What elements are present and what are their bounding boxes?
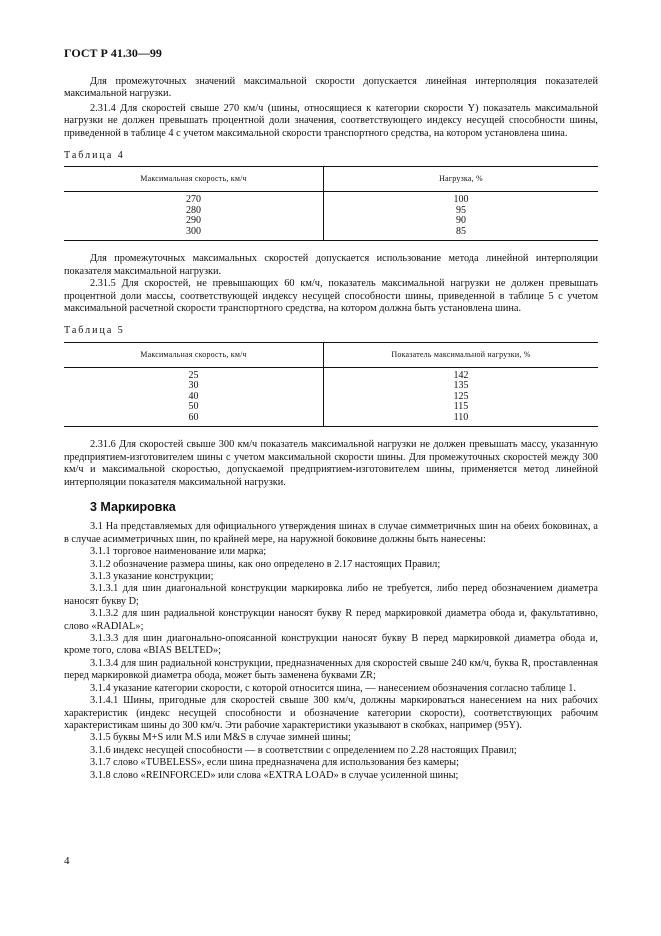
clause-3-1-3-2: 3.1.3.2 для шин радиальной конструкции наносят букву R перед маркировкой диаметра обода и, факультативно, слово «RADIAL»; [64, 608, 598, 632]
clause-3-1-7: 3.1.7 слово «TUBELESS», если шина предназначена для использования без камеры; [90, 757, 459, 769]
table-header-row [64, 342, 598, 367]
paragraph: Для промежуточных максимальных скоростей допускается использование метода линейной интерполяции показателя максимальной нагрузки. [64, 253, 598, 277]
clause-3-1-4: 3.1.4 указание категории скорости, с которой относится шина, — нанесением обозначения согласно таблице 1. [90, 682, 577, 694]
clause-3-1-6: 3.1.6 индекс несущей способности — в соответствии с определением по 2.28 настоящих Правил; [90, 744, 517, 756]
clause-3-1-3-3: 3.1.3.3 для шин диагонально-опоясанной конструкции наносят букву B перед маркировкой диаметра обода и, кроме того, слова «BIAS BELTED»; [64, 633, 598, 657]
table-cell: 100 [453, 194, 469, 206]
table-cell: 30 [64, 381, 324, 392]
table-4 [64, 166, 598, 241]
table-cell: 40 [64, 392, 324, 403]
clause-3-1: 3.1 На представляемых для официального утверждения шинах в случае симметричных шин на обеих боковинах, а в случае асимметричных шин, по крайней мере, на наружной боковине должны быть нанесены: [64, 521, 598, 545]
table-cell: 90 [456, 215, 466, 227]
table-row [64, 367, 598, 381]
clause-3-1-2: 3.1.2 обозначение размера шины, как оно определено в 2.17 настоящих Правил; [90, 558, 441, 570]
table-5 [64, 342, 598, 428]
clause-3-1-3: 3.1.3 указание конструкции; [90, 571, 214, 583]
table-cell: 300 [64, 227, 324, 241]
clause-3-1-3-1: 3.1.3.1 для шин диагональной конструкции маркировка либо не требуется, либо перед обозначением диаметра наносят букву D; [64, 583, 598, 607]
table-cell: 60 [64, 413, 324, 427]
table-row [64, 392, 598, 403]
table-row [64, 381, 598, 392]
table-cell: 50 [64, 402, 324, 413]
table-4-caption: Таблица 4 [64, 150, 125, 162]
table-row [64, 216, 598, 227]
column-header-speed: Максимальная скорость, км/ч [64, 167, 324, 192]
table-cell: 270 [64, 192, 324, 206]
column-header-speed: Максимальная скорость, км/ч [64, 342, 324, 367]
table-row [64, 192, 598, 206]
table-cell: 125 [453, 390, 469, 402]
table-5-caption: Таблица 5 [64, 325, 125, 337]
clause-3-1-3-4: 3.1.3.4 для шин радиальной конструкции, предназначенных для скоростей свыше 240 км/ч, буква R, проставленная перед маркировкой диаметра обода, может быть заменена буквами ZR; [64, 657, 598, 682]
page-number: 4 [64, 855, 70, 867]
table-cell: 25 [64, 367, 324, 381]
clause-3-1-4-1: 3.1.4.1 Шины, пригодные для скоростей свыше 300 км/ч, должны маркироваться нанесением на них рабочих характеристик (индекс несущей способности и обозначение категории скорости), соответствующих рабочим характеристикам шины до 300 км/ч. Эти рабочие характеристики указывают в скобках, например (95Y). [64, 695, 598, 731]
clause-3-1-8: 3.1.8 слово «REINFORCED» или слова «EXTRA LOAD» в случае усиленной шины; [90, 769, 459, 781]
table-cell: 115 [453, 401, 469, 413]
table-cell: 135 [453, 380, 469, 392]
table-cell: 142 [453, 369, 469, 381]
paragraph-2-31-5: 2.31.5 Для скоростей, не превышающих 60 км/ч, показатель максимальной нагрузки не должен превышать процентной доли массы, соответствующей индексу несущей способности шины, приведенной в таблице 5 с учетом максимальной расчетной скорости транспортного средства, на котором должна быть установлена шина. [64, 278, 598, 315]
table-cell: 280 [64, 206, 324, 217]
table-row [64, 227, 598, 241]
clause-3-1-1: 3.1.1 торговое наименование или марка; [90, 546, 267, 558]
paragraph: Для промежуточных значений максимальной скорости допускается линейная интерполяция показателей максимальной нагрузки. [64, 76, 598, 100]
table-row [64, 206, 598, 217]
table-header-row [64, 167, 598, 192]
paragraph-2-31-6: 2.31.6 Для скоростей свыше 300 км/ч показатель максимальной нагрузки не должен превышать массу, указанную предприятием-изготовителем шины с учетом максимальной скорости шины. Для промежуточных скоростей между 300 км/ч и максимальной скоростью, допускаемой предприятием-изготовителем шины, применяется метод линейной интерполяции показателя максимальной нагрузки. [64, 439, 598, 488]
paragraph-2-31-4: 2.31.4 Для скоростей свыше 270 км/ч (шины, относящиеся к категории скорости Y) показатель максимальной нагрузки не должен превышать процентной доли значения, соответствующего индексу несущей способности шины, приведенной в таблице 4 с учетом максимальной скорости транспортного средства, на котором установлена шина. [64, 102, 598, 139]
table-row [64, 402, 598, 413]
table-cell: 85 [456, 225, 466, 237]
table-cell: 110 [453, 411, 469, 423]
table-cell: 95 [456, 204, 466, 216]
section-heading: 3 Маркировка [90, 500, 176, 514]
column-header-load: Нагрузка, % [324, 167, 599, 192]
table-row [64, 413, 598, 427]
table-cell: 290 [64, 216, 324, 227]
page-content [64, 76, 598, 782]
page-header: ГОСТ Р 41.30—99 [64, 46, 162, 60]
column-header-load-index: Показатель максимальной нагрузки, % [324, 342, 599, 367]
clause-3-1-5: 3.1.5 буквы M+S или M.S или M&S в случае зимней шины; [90, 732, 351, 744]
